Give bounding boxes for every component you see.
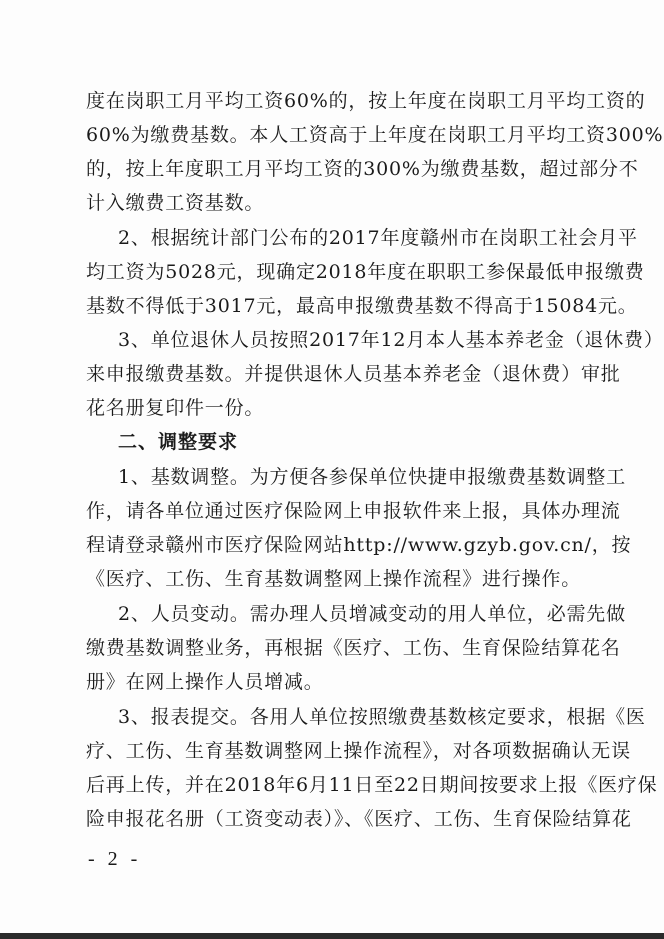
text-line: 2、根据统计部门公布的2017年度赣州市在岗职工社会月平 — [118, 227, 638, 249]
text-line: 册》在网上操作人员增减。 — [86, 671, 324, 693]
text-line: 3、报表提交。各用人单位按照缴费基数核定要求，根据《医 — [118, 706, 646, 728]
text-line: 计入缴费工资基数。 — [86, 192, 265, 214]
text-line: 后再上传，并在2018年6月11日至22日期间按要求上报《医疗保 — [86, 774, 658, 796]
text-line: 的，按上年度职工月平均工资的300%为缴费基数，超过部分不 — [86, 158, 639, 180]
text-line: 险申报花名册（工资变动表）》、《医疗、工伤、生育保险结算花 — [86, 808, 632, 830]
text-line: 花名册复印件一份。 — [86, 397, 265, 419]
text-line: 来申报缴费基数。并提供退休人员基本养老金（退休费）审批 — [86, 363, 621, 385]
text-line: 2、人员变动。需办理人员增减变动的用人单位，必需先做 — [118, 603, 626, 625]
text-line: 缴费基数调整业务，再根据《医疗、工伤、生育保险结算花名 — [86, 637, 621, 659]
text-line: 基数不得低于3017元，最高申报缴费基数不得高于15084元。 — [86, 295, 638, 317]
text-line: 疗、工伤、生育基数调整网上操作流程》，对各项数据确认无误 — [86, 740, 631, 762]
scan-edge — [0, 933, 664, 939]
text-line: 1、基数调整。为方便各参保单位快捷申报缴费基数调整工 — [118, 466, 626, 488]
text-line: 3、单位退休人员按照2017年12月本人基本养老金（退休费） — [118, 329, 664, 351]
text-line: 程请登录赣州市医疗保险网站http://www.gzyb.gov.cn/，按 — [86, 534, 632, 556]
text-line: 作，请各单位通过医疗保险网上申报软件来上报，具体办理流 — [86, 500, 621, 522]
text-line: 度在岗职工月平均工资60%的，按上年度在岗职工月平均工资的 — [86, 90, 646, 112]
text-line: 均工资为5028元，现确定2018年度在职职工参保最低申报缴费 — [86, 261, 645, 283]
text-line: 60%为缴费基数。本人工资高于上年度在岗职工月平均工资300% — [86, 124, 664, 146]
page-number: - 2 - — [88, 848, 142, 870]
section-heading: 二、调整要求 — [118, 431, 239, 453]
text-line: 《医疗、工伤、生育基数调整网上操作流程》进行操作。 — [86, 568, 582, 590]
